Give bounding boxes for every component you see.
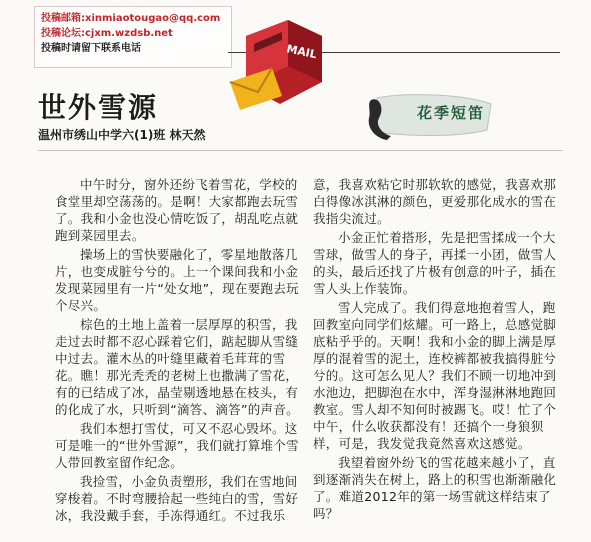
section-divider (38, 150, 563, 151)
mail-label: MAIL (285, 42, 318, 62)
paragraph: 棕色的土地上盖着一层厚厚的积雪，我走过去时都不忍心踩着它们，踮起脚从雪缝中过去。灌木丛的叶缝里藏着毛茸茸的雪花。瞧！那光秃秃的老树上也撒满了雪花，有的已结成了冰，晶莹剔透地悬在枝头，有的化成了水，只听到“滴答、滴答”的声音。 (55, 317, 299, 417)
submission-email: 投稿邮箱:xinmiaotougao@qq.com (41, 13, 221, 24)
article-column-right (313, 176, 565, 524)
article-title: 世外雪源 (38, 91, 159, 124)
author-byline: 温州市绣山中学六(1)班 林天然 (38, 128, 206, 142)
column-label (365, 90, 495, 142)
contact-box (34, 6, 232, 68)
paragraph: 我捡雪，小金负责塑形，我们在雪地间穿梭着。不时弯腰拾起一些纯白的雪，雪好冰，我没戴手套，手冻得通红。不过我乐 (55, 474, 299, 523)
article-column-left (55, 176, 306, 526)
mailbox-icon (226, 12, 336, 122)
paragraph: 操场上的雪快要融化了，零星地散落几片，也变成脏兮兮的。上一个课间我和小金发现菜园里有一片“处女地”，现在要跑去玩个尽兴。 (55, 247, 299, 313)
paragraph: 我们本想打雪仗，可又不忍心毁坏。这可是唯一的“世外雪源”，我们就打算堆个雪人带回教室留作纪念。 (55, 421, 299, 470)
submission-forum: 投稿论坛:cjxm.wzdsb.net (41, 28, 173, 39)
column-name: 花季短笛 (417, 104, 486, 122)
paragraph: 中午时分，窗外还纷飞着雪花，学校的食堂里却空荡荡的。是啊！大家都跑去玩雪了。我和小金也没心情吃饭了，胡乱吃点就跑到菜园里去。 (55, 177, 299, 243)
paragraph: 小金正忙着搭形，先是把雪揉成一个大雪球，做雪人的身子，再揉一小团，做雪人的头，最后还找了片极有创意的叶子，插在雪人头上作装饰。 (313, 230, 557, 296)
submission-note: 投稿时请留下联系电话 (41, 43, 141, 54)
paragraph: 我望着窗外纷飞的雪花越来越小了，直到逐渐消失在树上，路上的积雪也渐渐融化了。难道2012年的第一场雪就这样结束了吗？ (313, 455, 557, 521)
paragraph: 意，我喜欢粘它时那软软的感觉，我喜欢那白得像冰淇淋的颜色，更爱那化成水的雪在我指尖流过。 (313, 177, 557, 226)
paragraph: 雪人完成了。我们得意地抱着雪人，跑回教室向同学们炫耀。可一路上，总感觉脚底粘乎乎的。天啊！我和小金的脚上满是厚厚的混着雪的泥土，连校裤都被我搞得脏兮兮的。这可怎么见人？我们不顾一切地冲到水池边，把脚泡在水中，浑身湿淋淋地跑回教室。雪人却不知何时被踢飞。哎！忙了个中午，什么收获都没有！还搞个一身狼狈样，可是，我发觉我竟然喜欢这感觉。 (313, 300, 557, 451)
